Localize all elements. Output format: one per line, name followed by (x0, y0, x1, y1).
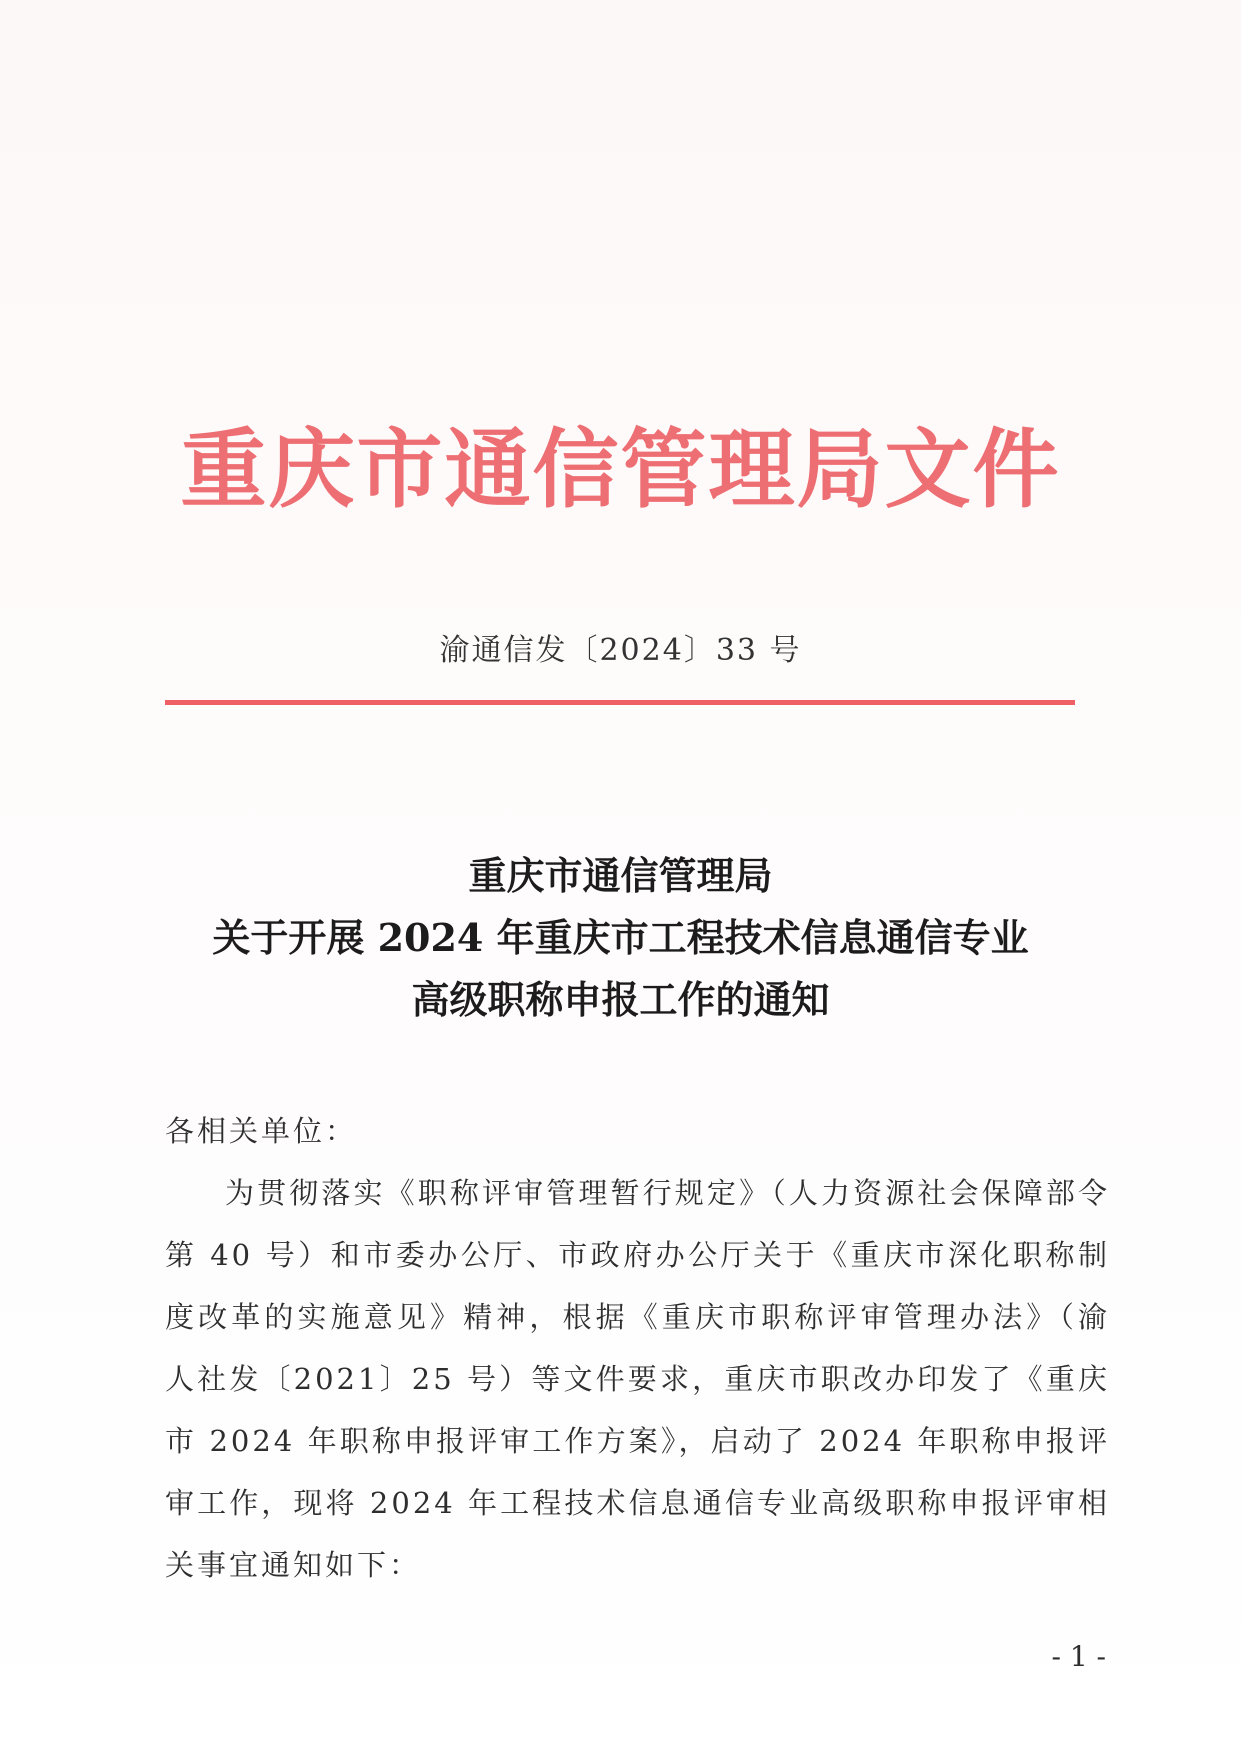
title-line-2: 关于开展 2024 年重庆市工程技术信息通信专业 (212, 915, 1029, 960)
notice-body (165, 1100, 1110, 1596)
title-line-1: 重庆市通信管理局 (468, 853, 773, 898)
document-number: 渝通信发〔2024〕33 号 (439, 633, 802, 668)
title-line-3: 高级职称申报工作的通知 (411, 977, 830, 1022)
notice-title (0, 845, 1241, 1031)
red-divider-line (165, 700, 1075, 705)
body-paragraph: 为贯彻落实《职称评审管理暂行规定》（人力资源社会保障部令第 40 号）和市委办公厅、市政府办公厅关于《重庆市深化职称制度改革的实施意见》精神，根据《重庆市职称评审管理办法》（渝人社发〔2021〕25 号）等文件要求，重庆市职改办印发了《重庆市 2024 年职称申报评审工作方案》，启动了 2024 年职称申报评审工作，现将 2024 年工程技术信息通信专业高级职称申报评审相关事宜通知如下： (165, 1176, 1110, 1582)
salutation: 各相关单位： (165, 1114, 358, 1148)
page-number: - 1 - (1051, 1640, 1106, 1673)
document-masthead: 重庆市通信管理局文件 (180, 420, 1061, 520)
